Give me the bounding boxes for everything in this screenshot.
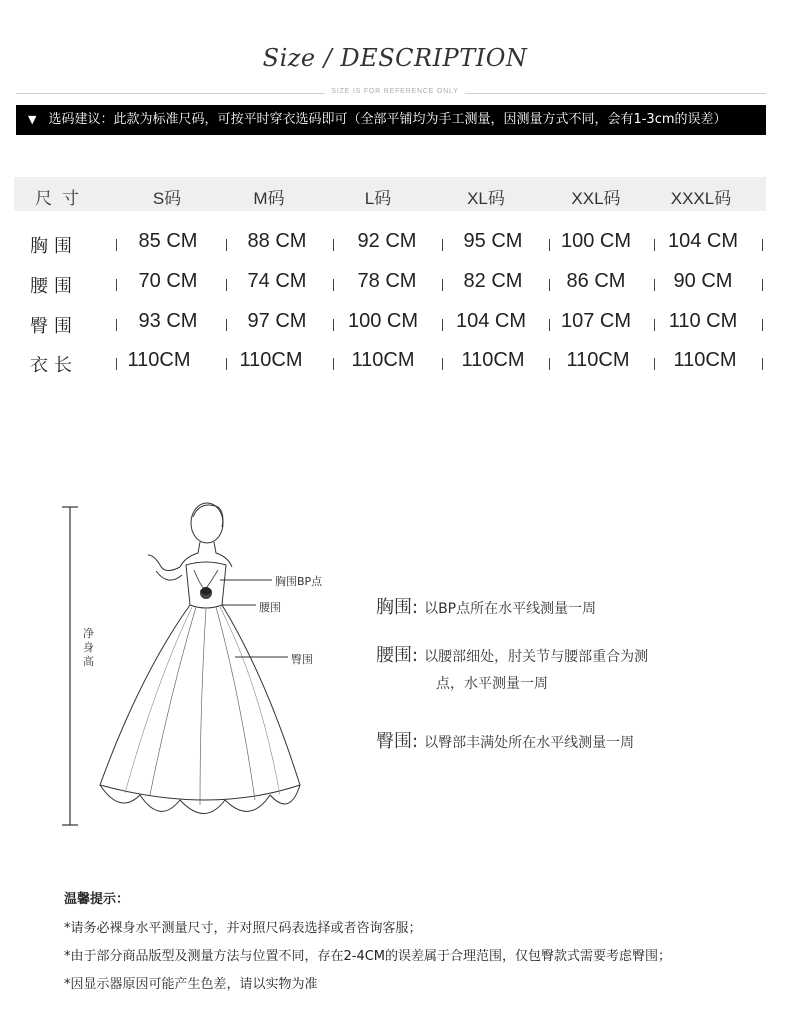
bust-key: 胸围: xyxy=(376,597,419,618)
size-header-label: 尺寸 xyxy=(35,189,89,208)
length-xl: 110CM xyxy=(461,349,525,371)
waist-s: 70 CM xyxy=(138,270,198,292)
hip-l: 100 CM xyxy=(347,310,419,332)
waist-description xyxy=(376,641,648,693)
size-header-s: S码 xyxy=(152,189,182,208)
title-area xyxy=(0,44,790,72)
bust-s: 85 CM xyxy=(138,230,198,252)
bust-xl: 95 CM xyxy=(463,230,523,252)
tip-line: *因显示器原因可能产生色差，请以实物为准 xyxy=(64,977,318,992)
bust-xxxl: 104 CM xyxy=(667,230,739,252)
hip-s: 93 CM xyxy=(138,310,198,332)
bust-l: 92 CM xyxy=(357,230,417,252)
bust-m: 88 CM xyxy=(247,230,307,252)
length-s: 110CM xyxy=(127,349,191,371)
hip-xxxl: 110 CM xyxy=(668,310,738,332)
size-header-xxl: XXL码 xyxy=(571,189,621,208)
waist-text: 以腰部细处，肘关节与腰部重合为测 xyxy=(424,649,649,665)
subtitle-wrap xyxy=(0,88,790,95)
size-header-m: M码 xyxy=(253,189,285,208)
triangle-down-icon: ▼ xyxy=(28,113,37,126)
hip-m: 97 CM xyxy=(247,310,307,332)
table-row xyxy=(0,349,790,379)
bust-xxl: 100 CM xyxy=(560,230,632,252)
waist-xxl: 86 CM xyxy=(566,270,626,292)
cell-separator xyxy=(762,358,763,370)
tip-line: *由于部分商品版型及测量方法与位置不同，存在2-4CM的误差属于合理范围，仅包臀款式需要考虑臀围； xyxy=(64,949,672,964)
waist-label: 腰围 xyxy=(259,601,281,614)
waist-text-continued: 点，水平测量一周 xyxy=(436,676,548,692)
table-row xyxy=(0,310,790,340)
waist-l: 78 CM xyxy=(357,270,417,292)
gown-measurement-diagram xyxy=(60,495,360,835)
hip-text: 以臀部丰满处所在水平线测量一周 xyxy=(424,735,635,751)
hip-label: 臀围 xyxy=(291,653,313,666)
waist-xl: 82 CM xyxy=(463,270,523,292)
bust-description xyxy=(376,593,596,619)
cell-separator xyxy=(762,319,763,331)
length-m: 110CM xyxy=(239,349,303,371)
size-advice-banner xyxy=(16,105,766,135)
gown-sketch-illustration xyxy=(60,495,360,835)
row-label-waist: 腰围 xyxy=(30,276,78,297)
waist-xxxl: 90 CM xyxy=(673,270,733,292)
height-label: 净身高 xyxy=(83,627,94,668)
row-label-length: 衣长 xyxy=(30,355,78,376)
cell-separator xyxy=(762,239,763,251)
subtitle: SIZE IS FOR REFERENCE ONLY xyxy=(325,88,464,95)
length-l: 110CM xyxy=(351,349,415,371)
tips-title: 温馨提示： xyxy=(64,892,130,907)
row-label-bust: 胸围 xyxy=(30,236,78,257)
hip-key: 臀围: xyxy=(376,731,419,752)
banner-text: 选码建议：此款为标准尺码，可按平时穿衣选码即可（全部平铺均为手工测量，因测量方式不同，会有1-3cm的误差） xyxy=(48,112,727,127)
size-header-l: L码 xyxy=(364,189,392,208)
size-header-xxxl: XXXL码 xyxy=(670,189,732,208)
tips-section xyxy=(64,888,764,1001)
page-title: Size / DESCRIPTION xyxy=(262,44,528,72)
tip-line: *请务必裸身水平测量尺寸，并对照尺码表选择或者咨询客服； xyxy=(64,921,422,936)
size-table-header xyxy=(14,177,766,211)
table-row xyxy=(0,270,790,300)
waist-key: 腰围: xyxy=(376,645,419,666)
hip-xxl: 107 CM xyxy=(560,310,632,332)
size-header-xl: XL码 xyxy=(467,189,505,208)
bust-text: 以BP点所在水平线测量一周 xyxy=(424,601,597,617)
table-row xyxy=(0,230,790,260)
cell-separator xyxy=(762,279,763,291)
length-xxxl: 110CM xyxy=(673,349,737,371)
hip-description xyxy=(376,727,634,753)
bust-bp-label: 胸围BP点 xyxy=(275,575,323,588)
waist-m: 74 CM xyxy=(247,270,307,292)
hip-xl: 104 CM xyxy=(455,310,527,332)
row-label-hip: 臀围 xyxy=(30,316,78,337)
length-xxl: 110CM xyxy=(566,349,630,371)
